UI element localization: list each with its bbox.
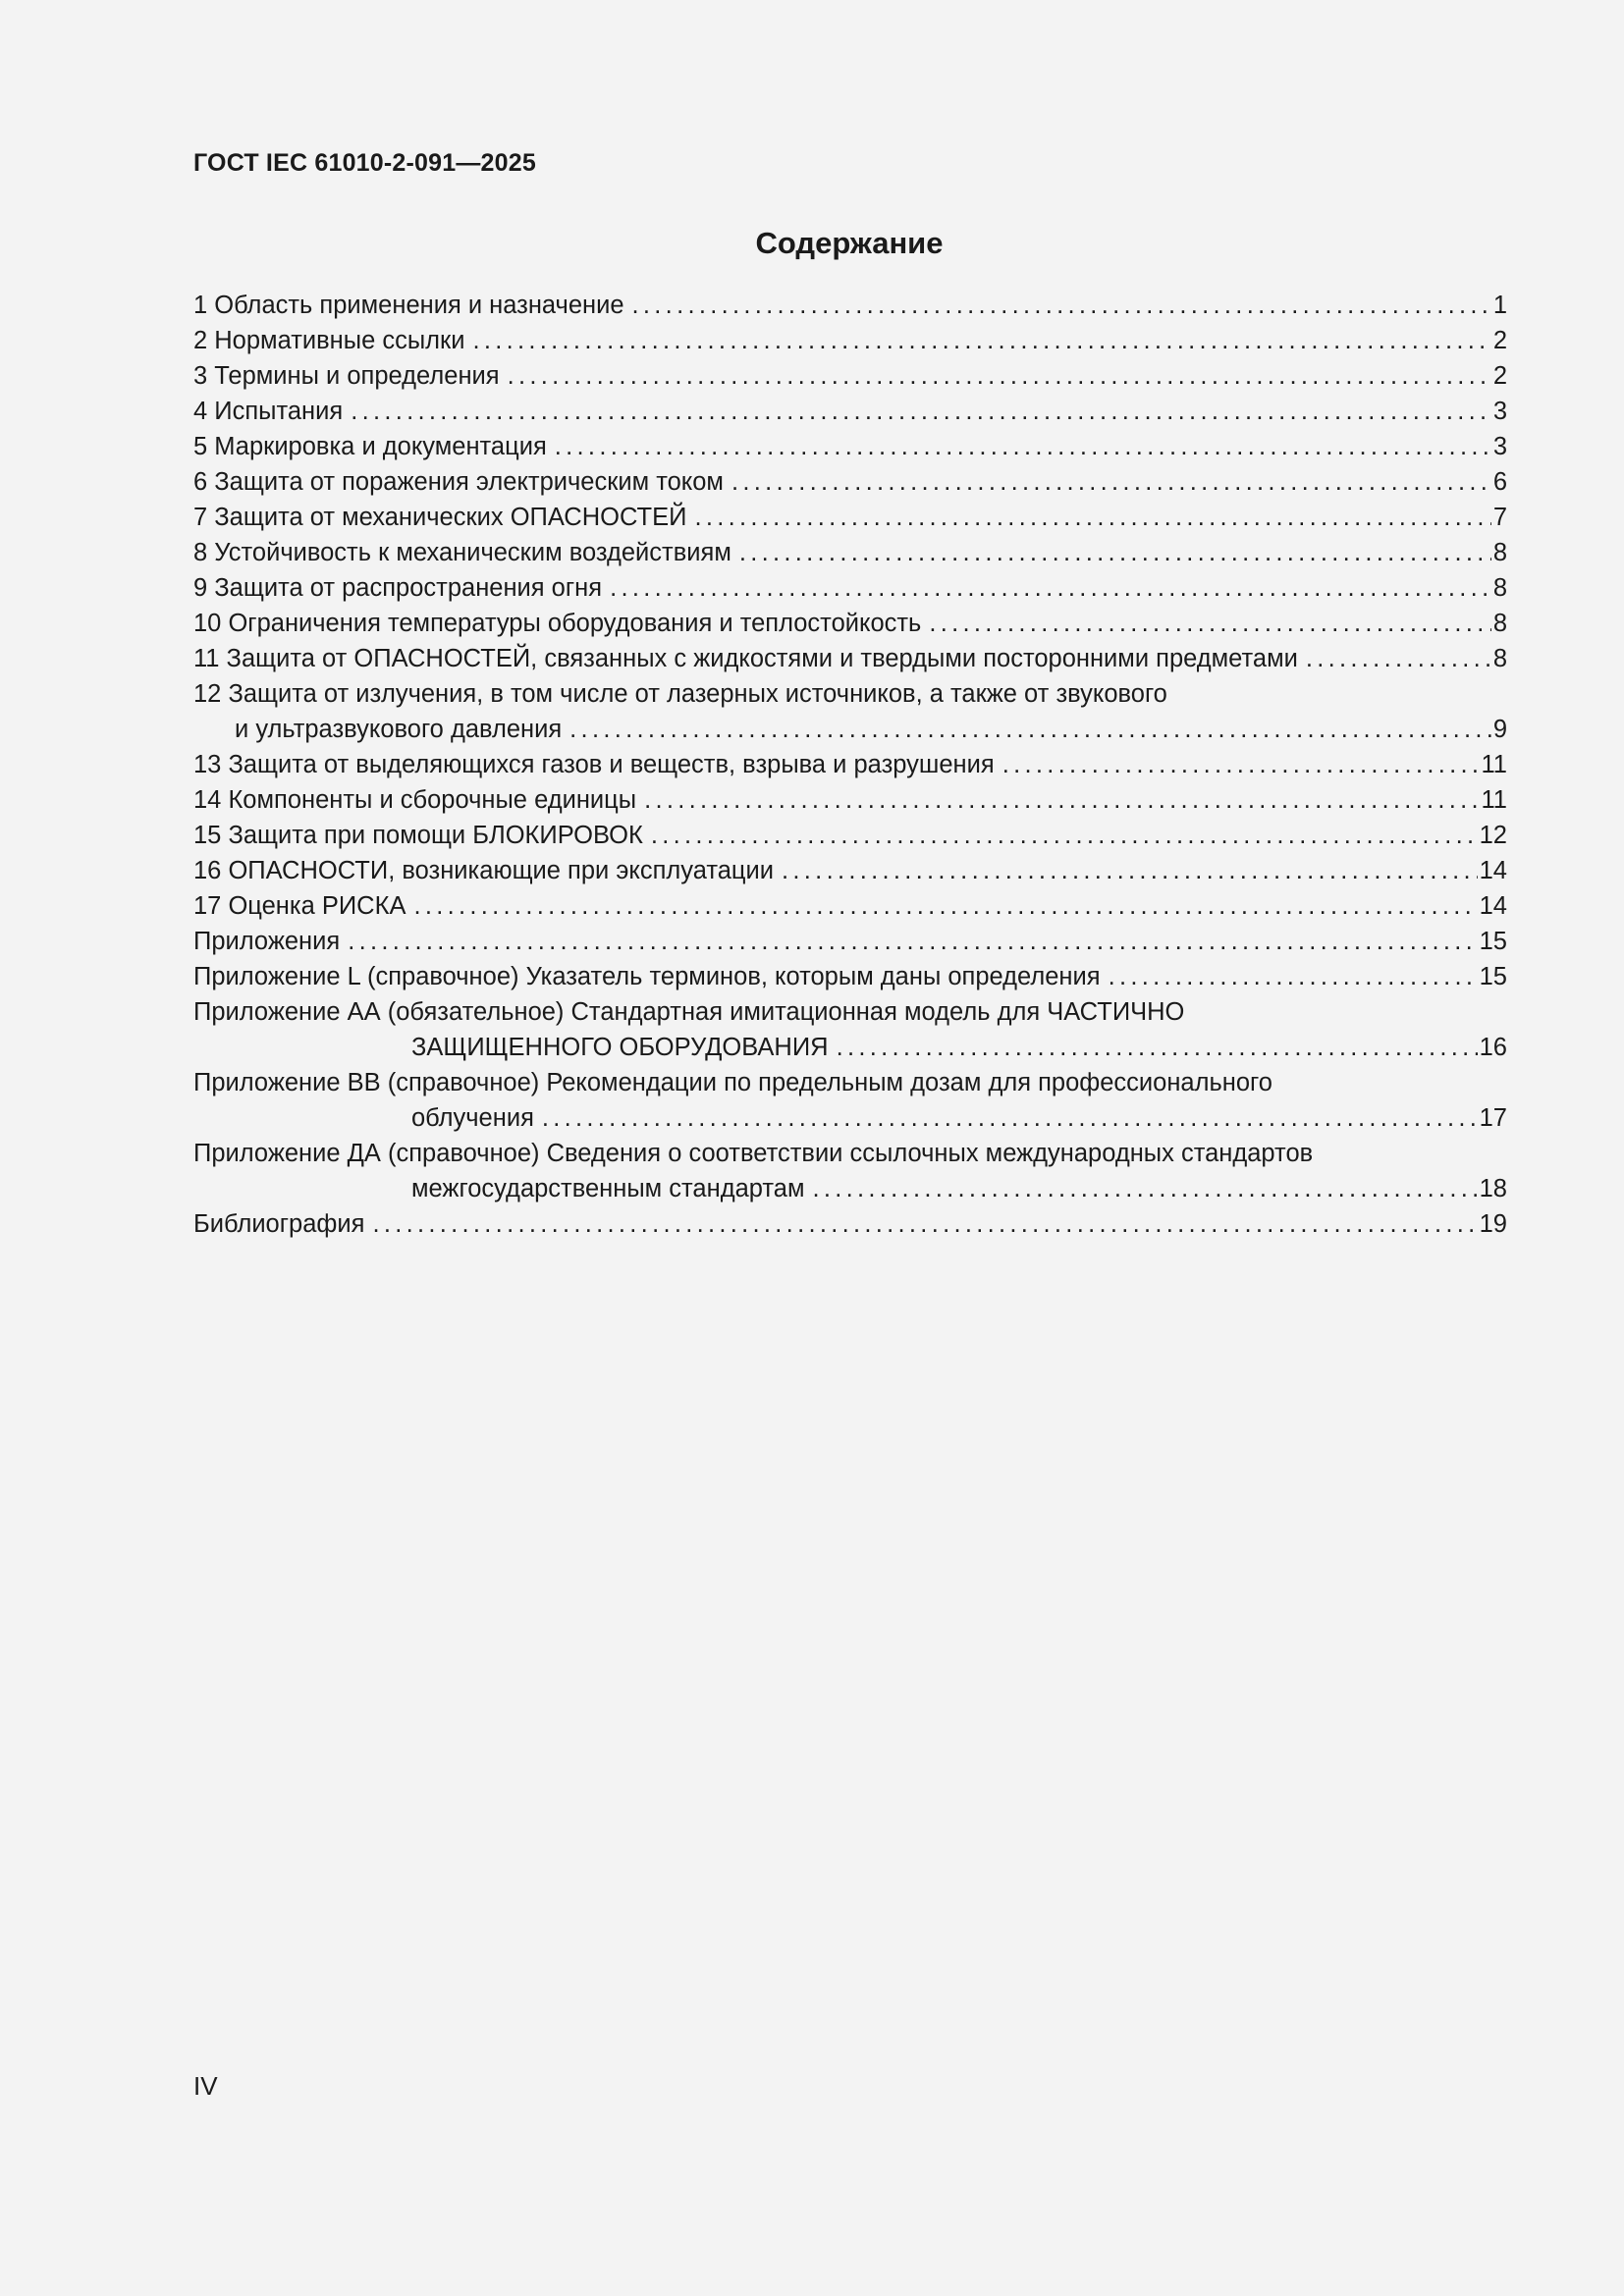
toc-entry-text: облучения bbox=[411, 1104, 534, 1132]
toc-entry-text: 12 Защита от излучения, в том числе от лазерных источников, а также от звукового bbox=[193, 680, 1167, 708]
toc-entry-first-line[interactable] bbox=[193, 1065, 1507, 1100]
dot-leader bbox=[632, 288, 1491, 323]
toc-entry-page: 8 bbox=[1492, 574, 1507, 602]
toc-entry-page: 8 bbox=[1492, 645, 1507, 672]
dot-leader bbox=[348, 924, 1477, 959]
toc-entry-page: 17 bbox=[1479, 1104, 1507, 1132]
toc-entry-page: 9 bbox=[1492, 716, 1507, 743]
toc-entry-first-line[interactable] bbox=[193, 676, 1507, 712]
toc-entry-text: 10 Ограничения температуры оборудования и теплостойкость bbox=[193, 610, 922, 637]
toc-entry[interactable] bbox=[193, 535, 1507, 570]
toc-entry-page: 2 bbox=[1492, 362, 1507, 390]
toc-entry-continuation[interactable] bbox=[193, 1100, 1507, 1136]
dot-leader bbox=[739, 535, 1491, 570]
dot-leader bbox=[644, 782, 1479, 818]
toc-entry-first-line[interactable] bbox=[193, 1136, 1507, 1171]
dot-leader bbox=[1002, 747, 1480, 782]
toc-entry-text: ЗАЩИЩЕННОГО ОБОРУДОВАНИЯ bbox=[411, 1034, 829, 1061]
toc-entry-continuation[interactable] bbox=[193, 1171, 1507, 1206]
dot-leader bbox=[1306, 641, 1491, 676]
toc-entry-page: 8 bbox=[1492, 539, 1507, 566]
toc-entry-text: 13 Защита от выделяющихся газов и веществ, взрыва и разрушения bbox=[193, 751, 995, 778]
toc-entry[interactable] bbox=[193, 570, 1507, 606]
toc-entry-text: 14 Компоненты и сборочные единицы bbox=[193, 786, 637, 814]
dot-leader bbox=[651, 818, 1478, 853]
toc-entry-page: 11 bbox=[1481, 751, 1507, 778]
dot-leader bbox=[508, 358, 1491, 394]
toc-entry-page: 8 bbox=[1492, 610, 1507, 637]
toc-entry-page: 19 bbox=[1479, 1210, 1507, 1238]
toc-entry[interactable] bbox=[193, 323, 1507, 358]
toc-entry-text: 4 Испытания bbox=[193, 398, 344, 425]
dot-leader bbox=[837, 1030, 1478, 1065]
toc-entry-text: Приложение ДА (справочное) Сведения о соответствии ссылочных международных стандартов bbox=[193, 1140, 1314, 1167]
page-number: IV bbox=[193, 2071, 218, 2101]
toc-entry-text: 1 Область применения и назначение bbox=[193, 292, 624, 319]
toc-entry[interactable] bbox=[193, 888, 1507, 924]
toc-entry[interactable] bbox=[193, 747, 1507, 782]
toc-entry[interactable] bbox=[193, 1206, 1507, 1242]
dot-leader bbox=[372, 1206, 1477, 1242]
toc-entry-page: 15 bbox=[1479, 963, 1507, 990]
toc-entry[interactable] bbox=[193, 641, 1507, 676]
toc-entry-text: 11 Защита от ОПАСНОСТЕЙ, связанных с жидкостями и твердыми посторонними предметами bbox=[193, 645, 1298, 672]
dot-leader bbox=[555, 429, 1491, 464]
toc-entry-first-line[interactable] bbox=[193, 994, 1507, 1030]
dot-leader bbox=[413, 888, 1477, 924]
toc-entry[interactable] bbox=[193, 818, 1507, 853]
dot-leader bbox=[782, 853, 1478, 888]
toc-entry[interactable] bbox=[193, 924, 1507, 959]
toc-entry[interactable] bbox=[193, 394, 1507, 429]
toc-entry-continuation[interactable] bbox=[193, 1030, 1507, 1065]
toc-entry-text: 8 Устойчивость к механическим воздействиям bbox=[193, 539, 731, 566]
toc-entry-text: 16 ОПАСНОСТИ, возникающие при эксплуатации bbox=[193, 857, 775, 884]
toc-entry-page: 1 bbox=[1492, 292, 1507, 319]
toc-entry-text: 7 Защита от механических ОПАСНОСТЕЙ bbox=[193, 504, 687, 531]
toc-entry[interactable] bbox=[193, 429, 1507, 464]
toc-entry[interactable] bbox=[193, 782, 1507, 818]
toc-entry-continuation[interactable] bbox=[193, 712, 1507, 747]
dot-leader bbox=[694, 500, 1490, 535]
dot-leader bbox=[731, 464, 1491, 500]
toc-entry-text: 15 Защита при помощи БЛОКИРОВОК bbox=[193, 822, 643, 849]
toc-entry[interactable] bbox=[193, 464, 1507, 500]
dot-leader bbox=[610, 570, 1491, 606]
toc-entry-page: 3 bbox=[1492, 433, 1507, 460]
toc-entry-page: 18 bbox=[1479, 1175, 1507, 1202]
table-of-contents bbox=[193, 288, 1507, 1242]
toc-entry-text: Приложение ВВ (справочное) Рекомендации по предельным дозам для профессионального bbox=[193, 1069, 1272, 1096]
toc-entry-text: Библиография bbox=[193, 1210, 365, 1238]
toc-entry-text: Приложение АА (обязательное) Стандартная имитационная модель для ЧАСТИЧНО bbox=[193, 998, 1185, 1026]
toc-entry-text: 5 Маркировка и документация bbox=[193, 433, 547, 460]
toc-entry[interactable] bbox=[193, 500, 1507, 535]
toc-entry-text: 17 Оценка РИСКА bbox=[193, 892, 406, 920]
toc-entry-text: 6 Защита от поражения электрическим током bbox=[193, 468, 724, 496]
dot-leader bbox=[472, 323, 1490, 358]
toc-entry-page: 3 bbox=[1492, 398, 1507, 425]
toc-entry[interactable] bbox=[193, 358, 1507, 394]
toc-entry-page: 15 bbox=[1479, 928, 1507, 955]
toc-entry-page: 12 bbox=[1479, 822, 1507, 849]
dot-leader bbox=[542, 1100, 1478, 1136]
toc-entry-page: 14 bbox=[1479, 892, 1507, 920]
toc-entry[interactable] bbox=[193, 853, 1507, 888]
toc-entry-page: 7 bbox=[1492, 504, 1507, 531]
document-header: ГОСТ IEC 61010-2-091—2025 bbox=[193, 149, 536, 177]
dot-leader bbox=[569, 712, 1491, 747]
toc-entry-page: 16 bbox=[1479, 1034, 1507, 1061]
toc-entry[interactable] bbox=[193, 959, 1507, 994]
toc-entry-page: 11 bbox=[1481, 786, 1507, 814]
dot-leader bbox=[812, 1171, 1477, 1206]
toc-entry-page: 2 bbox=[1492, 327, 1507, 354]
toc-entry-text: 2 Нормативные ссылки bbox=[193, 327, 465, 354]
toc-entry-text: Приложение L (справочное) Указатель терминов, которым даны определения bbox=[193, 963, 1101, 990]
toc-entry-text: 3 Термины и определения bbox=[193, 362, 500, 390]
toc-entry-text: межгосударственным стандартам bbox=[411, 1175, 805, 1202]
toc-entry[interactable] bbox=[193, 288, 1507, 323]
dot-leader bbox=[1109, 959, 1478, 994]
toc-title: Содержание bbox=[755, 226, 944, 260]
toc-entry-text: 9 Защита от распространения огня bbox=[193, 574, 603, 602]
toc-entry-page: 14 bbox=[1479, 857, 1507, 884]
toc-entry-text: Приложения bbox=[193, 928, 341, 955]
dot-leader bbox=[929, 606, 1490, 641]
dot-leader bbox=[351, 394, 1491, 429]
toc-entry-text: и ультразвукового давления bbox=[235, 716, 563, 743]
toc-entry[interactable] bbox=[193, 606, 1507, 641]
toc-entry-page: 6 bbox=[1492, 468, 1507, 496]
